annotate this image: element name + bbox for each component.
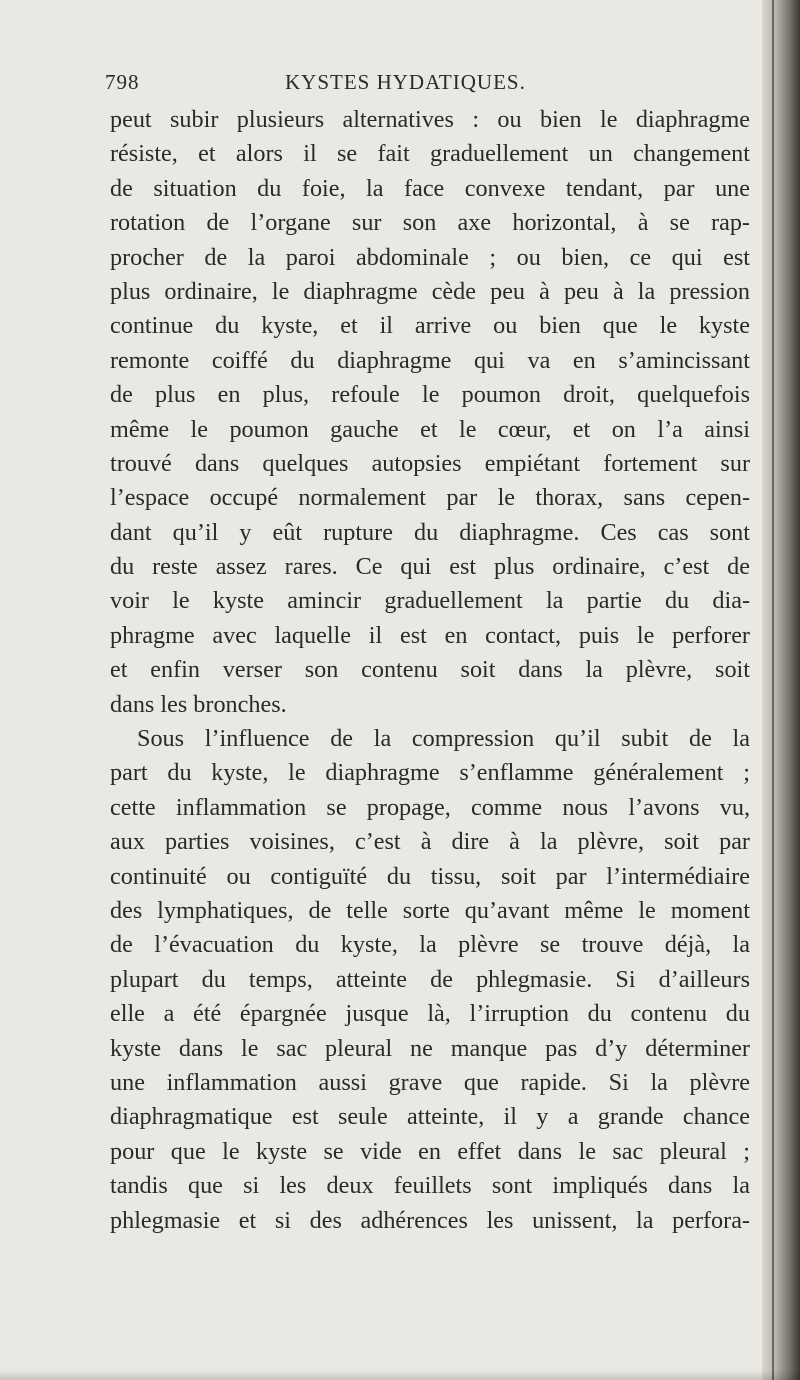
text-line: continue du kyste, et il arrive ou bien que le kyste — [110, 312, 750, 340]
text-line: aux parties voisines, c’est à dire à la plèvre, soit par — [110, 828, 750, 856]
text-line: des lymphatiques, de telle sorte qu’avant même le moment — [110, 896, 750, 924]
text-line: kyste dans le sac pleural ne manque pas d’y déterminer — [110, 1034, 750, 1062]
text-line: procher de la paroi abdominale ; ou bien, ce qui est — [110, 243, 750, 271]
text-line: peut subir plusieurs alternatives : ou bien le diaphragme — [110, 106, 750, 133]
page-edge-shadow — [762, 0, 800, 1380]
text-line: phlegmasie et si des adhérences les unissent, la perfora- — [110, 1206, 750, 1234]
page-header — [105, 70, 745, 102]
text-line: du reste assez rares. Ce qui est plus ordinaire, c’est de — [110, 553, 750, 581]
text-line: trouvé dans quelques autopsies empiétant fortement sur — [110, 449, 750, 477]
text-line: de situation du foie, la face convexe tendant, par une — [110, 174, 750, 202]
running-title: KYSTES HYDATIQUES. — [285, 70, 526, 94]
text-line: même le poumon gauche et le cœur, et on l’a ainsi — [110, 415, 750, 443]
text-line: rotation de l’organe sur son axe horizontal, à se rap- — [110, 209, 750, 237]
text-line: dans les bronches. — [110, 690, 287, 718]
text-line: une inflammation aussi grave que rapide. Si la plèvre — [110, 1068, 750, 1096]
text-line: part du kyste, le diaphragme s’enflamme généralement ; — [110, 759, 750, 787]
text-line: de plus en plus, refoule le poumon droit, quelquefois — [110, 381, 750, 409]
text-line: tandis que si les deux feuillets sont impliqués dans la — [110, 1172, 750, 1200]
text-line: pour que le kyste se vide en effet dans le sac pleural ; — [110, 1137, 750, 1165]
text-line: plupart du temps, atteinte de phlegmasie. Si d’ailleurs — [110, 965, 750, 993]
text-line: résiste, et alors il se fait graduellement un changement — [110, 140, 750, 168]
text-line: remonte coiffé du diaphragme qui va en s’amincissant — [110, 346, 750, 374]
text-line: dant qu’il y eût rupture du diaphragme. Ces cas sont — [110, 518, 750, 546]
text-line: diaphragmatique est seule atteinte, il y a grande chance — [110, 1103, 750, 1131]
text-line: elle a été épargnée jusque là, l’irruption du contenu du — [110, 1000, 750, 1028]
body-text — [110, 103, 750, 1238]
text-line: phragme avec laquelle il est en contact, puis le perforer — [110, 621, 750, 649]
text-line: continuité ou contiguïté du tissu, soit par l’intermédiaire — [110, 862, 750, 890]
page-number: 798 — [105, 70, 140, 94]
bottom-shadow — [0, 1370, 800, 1380]
text-line: cette inflammation se propage, comme nous l’avons vu, — [110, 793, 750, 821]
text-line: Sous l’influence de la compression qu’il subit de la — [137, 725, 750, 753]
text-line: l’espace occupé normalement par le thorax, sans cepen- — [110, 484, 750, 512]
text-line: de l’évacuation du kyste, la plèvre se trouve déjà, la — [110, 931, 750, 959]
text-line: voir le kyste amincir graduellement la partie du dia- — [110, 587, 750, 615]
text-line: et enfin verser son contenu soit dans la plèvre, soit — [110, 656, 750, 684]
binding-edge — [772, 0, 774, 1380]
text-line: plus ordinaire, le diaphragme cède peu à peu à la pression — [110, 277, 750, 305]
